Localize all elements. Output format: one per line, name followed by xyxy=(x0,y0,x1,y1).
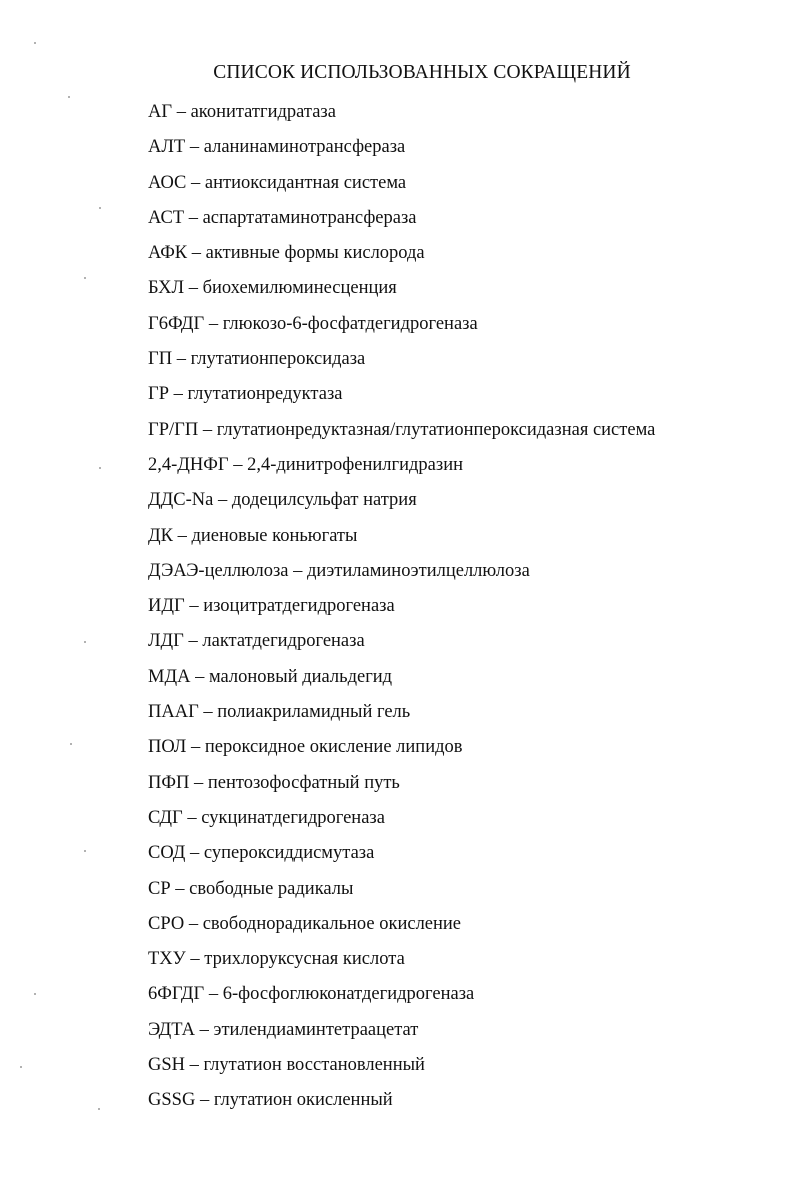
abbreviation-definition: глутатион восстановленный xyxy=(203,1055,425,1076)
abbreviation-term: ИДГ xyxy=(148,596,185,617)
abbreviation-separator: – xyxy=(185,843,204,864)
abbreviation-separator: – xyxy=(228,454,248,475)
abbreviation-term: АСТ xyxy=(148,207,185,228)
abbreviation-item xyxy=(148,734,655,769)
abbreviation-definition: 2,4-динитрофенилгидразин xyxy=(247,454,463,475)
abbreviation-definition: 6-фосфоглюконатдегидрогеназа xyxy=(222,984,475,1005)
abbreviation-separator: – xyxy=(186,172,205,193)
abbreviation-definition: свободнорадикальное окисление xyxy=(202,913,462,934)
abbreviation-term: ГП xyxy=(148,349,173,370)
abbreviation-item xyxy=(148,487,655,522)
abbreviation-definition: глутатионредуктазная/глутатионпероксидазная система xyxy=(216,419,656,440)
abbreviation-separator: – xyxy=(195,1019,214,1040)
abbreviation-definition: глюкозо-6-фосфатдегидрогеназа xyxy=(222,313,478,334)
abbreviation-separator: – xyxy=(204,313,223,334)
abbreviation-separator: – xyxy=(185,1055,204,1076)
abbreviation-term: ДЭАЭ-целлюлоза xyxy=(148,560,289,581)
abbreviation-definition: изоцитратдегидрогеназа xyxy=(203,596,395,617)
abbreviation-item xyxy=(148,134,655,169)
abbreviation-term: 2,4-ДНФГ xyxy=(148,454,229,475)
abbreviation-definition: супероксиддисмутаза xyxy=(203,843,375,864)
abbreviation-separator: – xyxy=(185,949,205,970)
abbreviation-item xyxy=(148,805,655,840)
scan-speck xyxy=(20,1066,22,1068)
abbreviation-definition: активные формы кислорода xyxy=(205,243,425,264)
abbreviation-definition: этилендиаминтетраацетат xyxy=(213,1019,419,1040)
abbreviation-separator: – xyxy=(172,525,192,546)
scan-speck xyxy=(84,641,86,643)
abbreviation-term: ПФП xyxy=(148,772,190,793)
abbreviation-definition: полиакриламидный гель xyxy=(217,702,411,723)
abbreviation-term: СОД xyxy=(148,843,186,864)
abbreviation-term: СРО xyxy=(148,913,185,934)
abbreviation-item xyxy=(148,1087,655,1122)
abbreviation-separator: – xyxy=(195,1090,214,1111)
scan-speck xyxy=(68,96,70,98)
abbreviation-item xyxy=(148,99,655,134)
abbreviation-separator: – xyxy=(186,737,205,758)
abbreviation-item xyxy=(148,699,655,734)
abbreviation-definition: глутатион окисленный xyxy=(213,1090,393,1111)
abbreviation-separator: – xyxy=(198,419,217,440)
abbreviation-definition: додецилсульфат натрия xyxy=(231,490,417,511)
abbreviation-term: СР xyxy=(148,878,171,899)
abbreviation-definition: диеновые коньюгаты xyxy=(191,525,358,546)
scan-speck xyxy=(34,993,36,995)
abbreviation-definition: свободные радикалы xyxy=(189,878,354,899)
abbreviation-term: Г6ФДГ xyxy=(148,313,205,334)
abbreviation-item xyxy=(148,311,655,346)
scan-speck xyxy=(99,467,101,469)
abbreviation-definition: малоновый диальдегид xyxy=(208,666,393,687)
abbreviation-term: GSSG xyxy=(148,1090,196,1111)
abbreviation-item xyxy=(148,205,655,240)
abbreviation-definition: биохемилюминесценция xyxy=(202,278,397,299)
abbreviation-term: GSH xyxy=(148,1055,186,1076)
abbreviation-definition: аконитатгидратаза xyxy=(190,102,336,122)
abbreviation-term: ПААГ xyxy=(148,702,199,723)
page-title: СПИСОК ИСПОЛЬЗОВАННЫХ СОКРАЩЕНИЙ xyxy=(213,62,631,83)
abbreviation-separator: – xyxy=(184,913,203,934)
abbreviation-item xyxy=(148,417,655,452)
abbreviation-item xyxy=(148,170,655,205)
abbreviation-item xyxy=(148,1052,655,1087)
abbreviation-definition: лактатдегидрогеназа xyxy=(202,631,365,652)
abbreviation-separator: – xyxy=(172,102,191,122)
abbreviation-item xyxy=(148,911,655,946)
abbreviation-separator: – xyxy=(190,666,209,687)
abbreviation-term: ЭДТА xyxy=(148,1019,196,1040)
scan-speck xyxy=(84,850,86,852)
scan-speck xyxy=(84,277,86,279)
abbreviation-term: БХЛ xyxy=(148,278,185,299)
abbreviation-item xyxy=(148,628,655,663)
abbreviation-term: ЛДГ xyxy=(148,631,184,652)
abbreviation-definition: сукцинатдегидрогеназа xyxy=(201,807,385,828)
abbreviation-list xyxy=(148,99,655,1123)
abbreviation-item xyxy=(148,981,655,1016)
abbreviation-item xyxy=(148,523,655,558)
abbreviation-separator: – xyxy=(182,807,202,828)
abbreviation-separator: – xyxy=(185,137,204,158)
abbreviation-term: ГР xyxy=(148,384,169,405)
abbreviation-separator: – xyxy=(189,772,208,793)
abbreviation-item xyxy=(148,593,655,628)
abbreviation-term: АЛТ xyxy=(148,137,186,158)
abbreviation-separator: – xyxy=(184,596,204,617)
scan-speck xyxy=(70,743,72,745)
abbreviation-definition: пентозофосфатный путь xyxy=(207,772,400,793)
scan-speck xyxy=(34,42,36,44)
scan-speck xyxy=(98,1108,100,1110)
abbreviation-term: МДА xyxy=(148,666,191,687)
abbreviation-definition: антиоксидантная система xyxy=(204,172,407,193)
abbreviation-term: АОС xyxy=(148,172,187,193)
abbreviation-item xyxy=(148,1017,655,1052)
abbreviation-separator: – xyxy=(170,878,190,899)
abbreviation-term: ГР/ГП xyxy=(148,419,199,440)
abbreviation-separator: – xyxy=(168,384,188,405)
abbreviation-term: АФК xyxy=(148,243,188,264)
abbreviation-separator: – xyxy=(172,349,191,370)
abbreviation-term: СДГ xyxy=(148,807,183,828)
abbreviation-term: 6ФГДГ xyxy=(148,984,205,1005)
abbreviation-item xyxy=(148,240,655,275)
abbreviation-definition: аланинаминотрансфераза xyxy=(203,137,406,158)
abbreviation-definition: диэтиламиноэтилцеллюлоза xyxy=(307,560,530,581)
abbreviation-definition: аспартатаминотрансфераза xyxy=(202,207,417,228)
abbreviation-definition: трихлоруксусная кислота xyxy=(204,949,405,970)
abbreviation-item xyxy=(148,346,655,381)
abbreviation-separator: – xyxy=(288,560,308,581)
abbreviation-item xyxy=(148,840,655,875)
abbreviation-separator: – xyxy=(183,631,203,652)
abbreviation-term: ПОЛ xyxy=(148,737,187,758)
abbreviation-separator: – xyxy=(198,702,218,723)
abbreviation-term: ТХУ xyxy=(148,949,186,970)
abbreviation-term: ДДС-Na xyxy=(148,490,214,511)
abbreviation-definition: пероксидное окисление липидов xyxy=(204,737,463,758)
abbreviation-separator: – xyxy=(187,243,206,264)
abbreviation-item xyxy=(148,946,655,981)
abbreviation-term: ДК xyxy=(148,525,173,546)
abbreviation-definition: глутатионредуктаза xyxy=(187,384,343,405)
abbreviation-item xyxy=(148,381,655,416)
abbreviation-item xyxy=(148,876,655,911)
abbreviation-separator: – xyxy=(204,984,223,1005)
abbreviation-separator: – xyxy=(213,490,232,511)
abbreviation-item xyxy=(148,770,655,805)
abbreviation-item xyxy=(148,664,655,699)
abbreviation-separator: – xyxy=(184,278,203,299)
abbreviation-definition: глутатионпероксидаза xyxy=(190,349,366,370)
scan-speck xyxy=(99,207,101,209)
abbreviation-item xyxy=(148,452,655,487)
abbreviation-term: АГ xyxy=(148,102,173,122)
abbreviation-separator: – xyxy=(184,207,203,228)
abbreviation-item xyxy=(148,275,655,310)
abbreviation-item xyxy=(148,558,655,593)
